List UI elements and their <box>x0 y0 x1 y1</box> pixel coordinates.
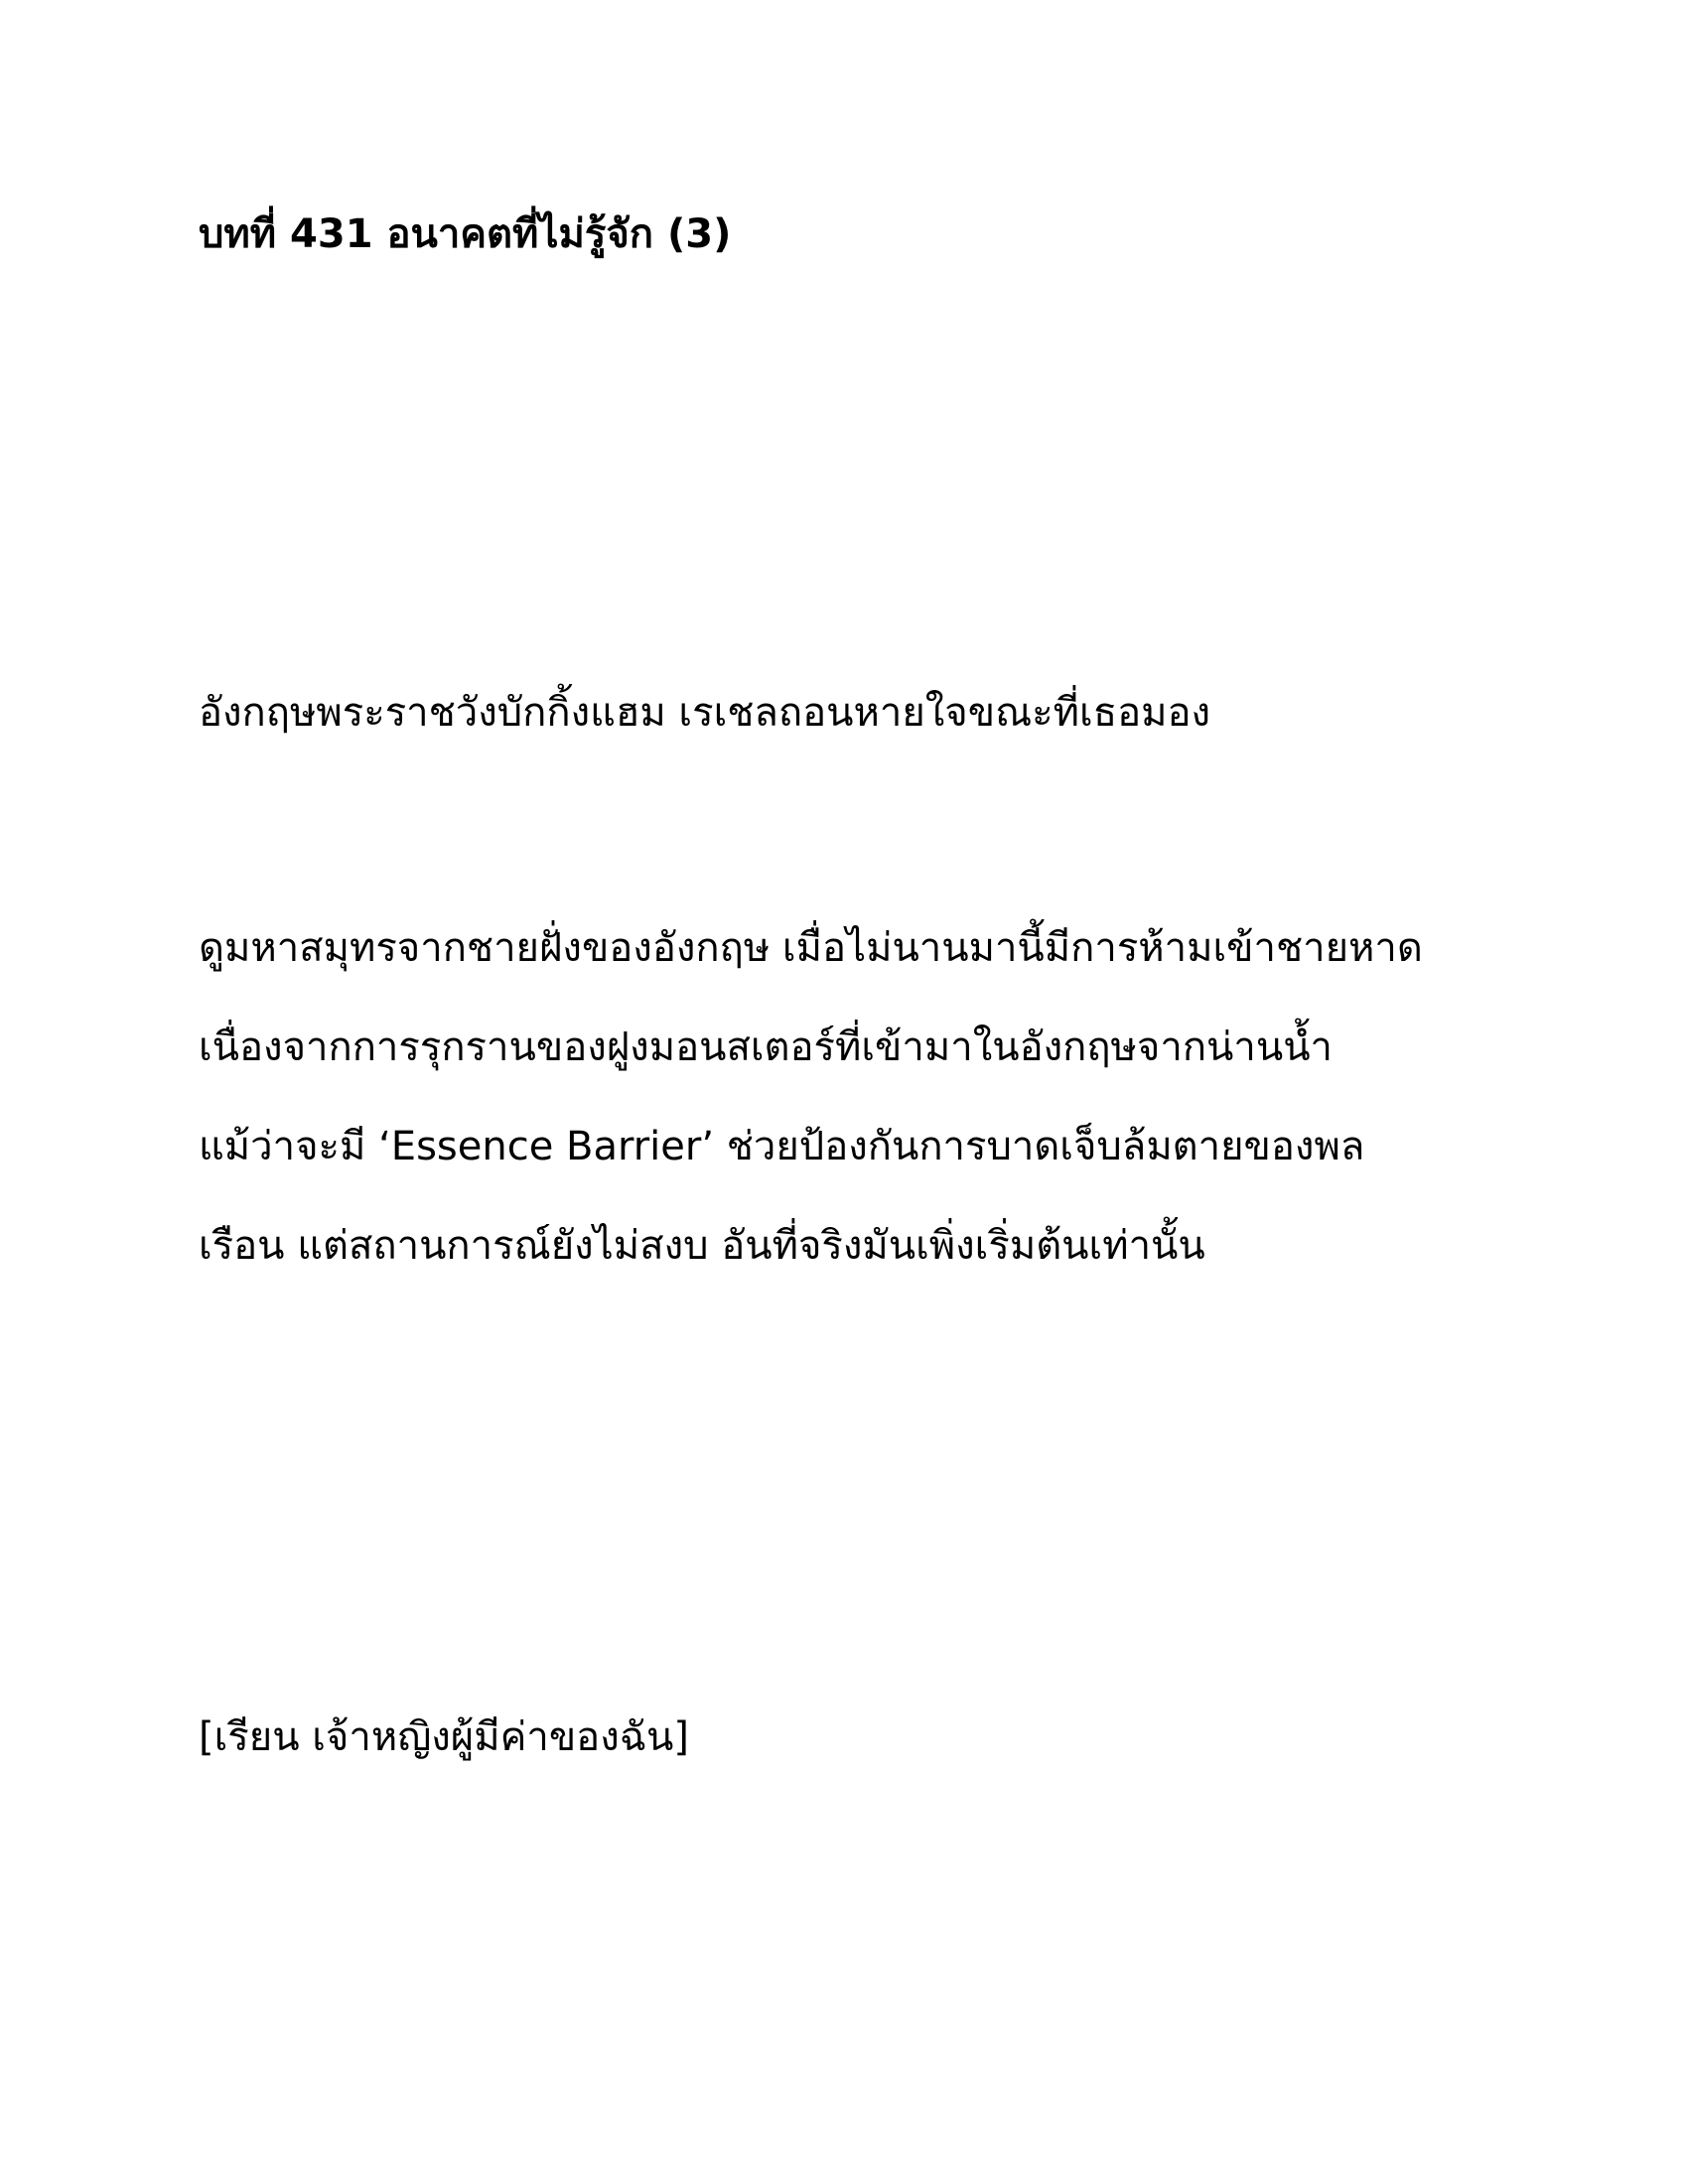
paragraph-ocean-description <box>199 898 1423 1296</box>
paragraph-line: แม้ว่าจะมี ‘Essence Barrier’ ช่วยป้องกันการบาดเจ็บล้มตายของพล <box>199 1124 1365 1169</box>
paragraph-line: ดูมหาสมุทรจากชายฝั่งของอังกฤษ เมื่อไม่นานมานี้มีการห้ามเข้าชายหาด <box>199 925 1423 971</box>
letter-opening: [เรียน เจ้าหญิงผู้มีค่าของฉัน] <box>199 1714 689 1760</box>
paragraph-line: เนื่องจากการรุกรานของฝูงมอนสเตอร์ที่เข้ามาในอังกฤษจากน่านน้ำ <box>199 1024 1333 1070</box>
paragraph-palace-intro: อังกฤษพระราชวังบักกิ้งแฮม เรเชลถอนหายใจขณะที่เธอมอง <box>199 690 1211 736</box>
paragraph-line: เรือน แต่สถานการณ์ยังไม่สงบ อันที่จริงมันเพิ่งเริ่มต้นเท่านั้น <box>199 1223 1205 1269</box>
chapter-title: บทที่ 431 อนาคตที่ไม่รู้จัก (3) <box>199 211 732 257</box>
